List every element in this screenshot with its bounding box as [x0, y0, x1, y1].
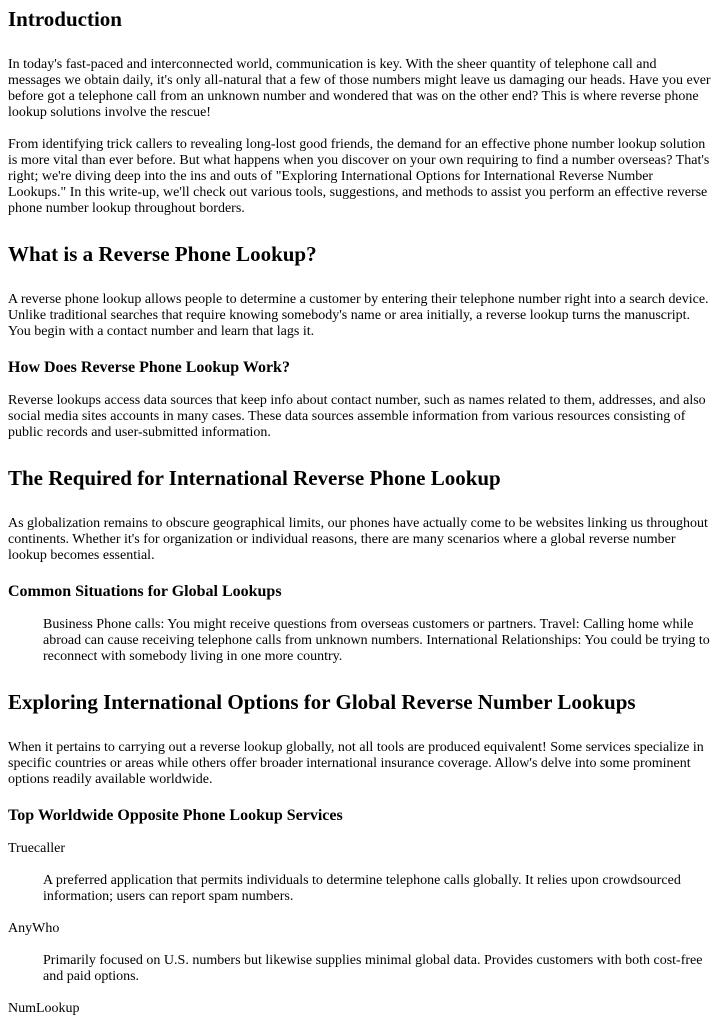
situations-quote: Business Phone calls: You might receive questions from overseas customers or partners. Travel: Calling home while abroad can cause receiving telephone calls from unknown numbers. International Relationships: You could be trying to reconnect with somebody living in one more country. [43, 617, 710, 664]
service-name-numlookup: NumLookup [8, 1001, 80, 1016]
intro-paragraph-1: In today's fast-paced and interconnected world, communication is key. With the sheer quantity of telephone call and messages we obtain daily, it's only all-natural that a few of those numbers might leave us damaging our heads. Have you ever before got a telephone call from an unknown number and wondered that was on the other end? This is where reverse phone lookup solutions involve the rescue! [8, 57, 711, 120]
what-is-heading: What is a Reverse Phone Lookup? [8, 242, 317, 266]
service-name-anywho: AnyWho [8, 921, 60, 936]
options-heading: Exploring International Options for Global Reverse Number Lookups [8, 690, 636, 714]
intro-heading: Introduction [8, 7, 122, 31]
how-it-works-heading: How Does Reverse Phone Lookup Work? [8, 359, 290, 376]
situations-heading: Common Situations for Global Lookups [8, 583, 282, 600]
how-it-works-paragraph: Reverse lookups access data sources that keep info about contact number, such as names related to them, addresses, and also social media sites accounts in many cases. These data sources assemble information from various resources consisting of public records and user-submitted information. [8, 393, 706, 440]
need-paragraph: As globalization remains to obscure geographical limits, our phones have actually come to be websites linking us throughout continents. Whether it's for organization or individual reasons, there are many scenarios where a global reverse number lookup becomes essential. [8, 516, 708, 563]
options-paragraph: When it pertains to carrying out a reverse lookup globally, not all tools are produced equivalent! Some services specialize in specific countries or areas while others offer broader international insurance coverage. Allow's delve into some prominent options readily available worldwide. [8, 740, 704, 787]
top-services-heading: Top Worldwide Opposite Phone Lookup Services [8, 807, 343, 824]
what-is-paragraph: A reverse phone lookup allows people to determine a customer by entering their telephone number right into a search device. Unlike traditional searches that require knowing somebody's name or area initially, a reverse lookup turns the manuscript. You begin with a contact number and learn that lags it. [8, 292, 709, 339]
service-description-truecaller: A preferred application that permits individuals to determine telephone calls globally. It relies upon crowdsourced information; users can report spam numbers. [43, 873, 681, 904]
service-description-anywho: Primarily focused on U.S. numbers but likewise supplies minimal global data. Provides customers with both cost-free and paid options. [43, 953, 703, 984]
service-name-truecaller: Truecaller [8, 841, 66, 856]
need-heading: The Required for International Reverse Phone Lookup [8, 466, 501, 490]
intro-paragraph-2: From identifying trick callers to revealing long-lost good friends, the demand for an effective phone number lookup solution is more vital than ever before. But what happens when you discover on your own requiring to find a number overseas? That's right; we're diving deep into the ins and outs of "Exploring International Options for International Reverse Number Lookups." In this write-up, we'll check out various tools, suggestions, and methods to assist you perform an effective reverse phone number lookup throughout borders. [8, 137, 710, 216]
article [0, 7, 720, 1017]
